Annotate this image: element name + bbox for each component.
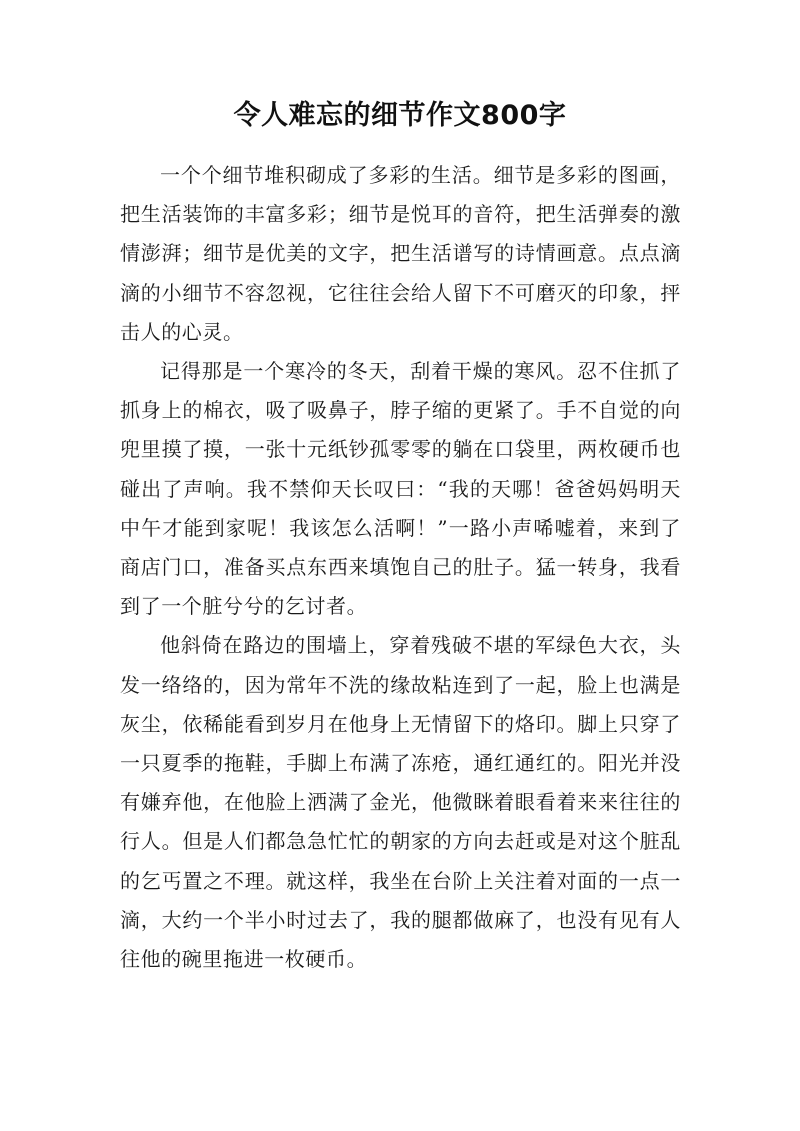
document-body [120, 156, 681, 979]
paragraph-2: 记得那是一个寒冷的冬天，刮着干燥的寒风。忍不住抓了抓身上的棉衣，吸了吸鼻子，脖子缩的更紧了。手不自觉的向兜里摸了摸，一张十元纸钞孤零零的躺在口袋里，两枚硬币也碰出了声响。我不禁仰天长叹曰：“我的天哪！爸爸妈妈明天中午才能到家呢！我该怎么活啊！”一路小声唏嘘着，来到了商店门口，准备买点东西来填饱自己的肚子。猛一转身，我看到了一个脏兮兮的乞讨者。 [120, 359, 681, 619]
paragraph-1: 一个个细节堆积砌成了多彩的生活。细节是多彩的图画，把生活装饰的丰富多彩；细节是悦耳的音符，把生活弹奏的激情澎湃；细节是优美的文字，把生活谱写的诗情画意。点点滴滴的小细节不容忽视，它往往会给人留下不可磨灭的印象，抨击人的心灵。 [120, 163, 681, 344]
paragraph-3: 他斜倚在路边的围墙上，穿着残破不堪的军绿色大衣，头发一络络的，因为常年不洗的缘故粘连到了一起，脸上也满是灰尘，依稀能看到岁月在他身上无情留下的烙印。脚上只穿了一只夏季的拖鞋，手脚上布满了冻疮，通红通红的。阳光并没有嫌弃他，在他脸上洒满了金光，他微眯着眼看着来来往往的行人。但是人们都急急忙忙的朝家的方向去赶或是对这个脏乱的乞丐置之不理。就这样，我坐在台阶上关注着对面的一点一滴，大约一个半小时过去了，我的腿都做麻了，也没有见有人往他的碗里拖进一枚硬币。 [120, 633, 681, 972]
document-title: 令人难忘的细节作文800字 [233, 100, 567, 131]
